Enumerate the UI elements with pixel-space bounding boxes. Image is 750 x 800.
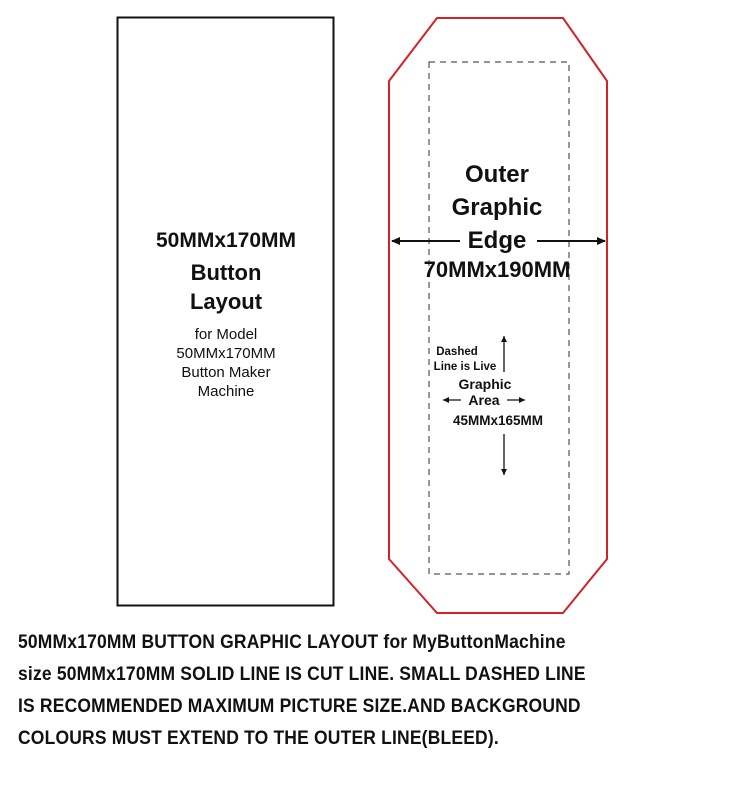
caption-line-2: size 50MMx170MM SOLID LINE IS CUT LINE. SMALL DASHED LINE (18, 664, 586, 685)
outer-label-line2: Graphic (451, 194, 543, 221)
graphic-label-line1: Graphic (458, 376, 512, 392)
outer-label-line1: Outer (464, 161, 530, 188)
dashed-note-line2: Line is Live (433, 361, 497, 373)
left-title-line2: Layout (189, 289, 263, 314)
caption-line-4: COLOURS MUST EXTEND TO THE OUTER LINE(BLEED). (18, 728, 499, 749)
left-sub-line1: for Model (194, 326, 258, 343)
outer-size-label: 70MMx190MM (423, 257, 571, 282)
left-sub-line4: Machine (197, 383, 255, 400)
left-sub-line3: Button Maker (181, 364, 271, 381)
graphic-label-line2: Area (468, 392, 500, 408)
caption-text (18, 627, 680, 755)
caption-line-3: IS RECOMMENDED MAXIMUM PICTURE SIZE.AND BACKGROUND (18, 696, 581, 717)
dashed-note-line1: Dashed (436, 346, 478, 358)
outer-bleed-line (389, 18, 607, 613)
caption-line-1: 50MMx170MM BUTTON GRAPHIC LAYOUT for MyButtonMachine (18, 632, 566, 653)
dashed-live-area (429, 62, 569, 574)
graphic-size-label: 45MMx165MM (452, 413, 544, 428)
outer-label-line3: Edge (467, 227, 527, 254)
left-title-line1: Button (190, 260, 262, 285)
left-sub-line2: 50MMx170MM (176, 345, 276, 362)
left-size-label: 50MMx170MM (155, 229, 297, 252)
